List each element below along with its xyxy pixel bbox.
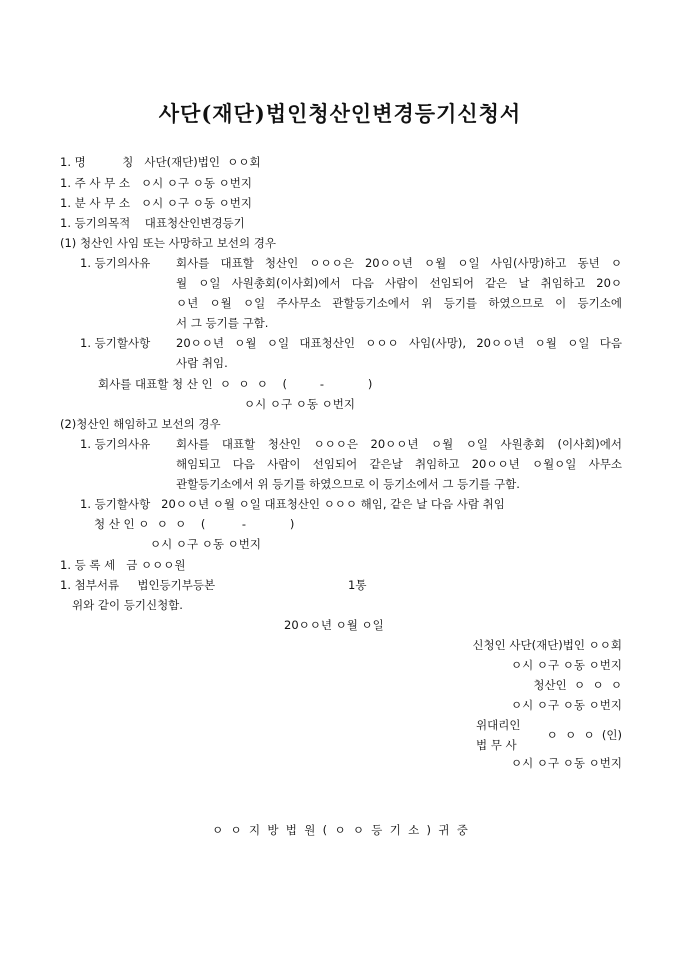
section2-reason-line: 회사를 대표할 청산인 ㅇㅇㅇ은 20ㅇㅇ년 ㅇ월 ㅇ일 사원총회 (이사회)에서 (176, 437, 622, 451)
section1-reason-line: ㅇ년 ㅇ월 ㅇ일 주사무소 관할등기소에서 위 등기를 하였으므로 이 등기소에 (176, 296, 622, 310)
item-main-office: 1. 주 사 무 소 ㅇ시 ㅇ구 ㅇ동 ㅇ번지 (60, 176, 252, 190)
section2-matter-line: 1. 등기할사항 20ㅇㅇ년 ㅇ월 ㅇ일 대표청산인 ㅇㅇㅇ 해임, 같은 날 다음 사람 취임 (80, 497, 505, 511)
closing-statement: 위와 같이 등기신청함. (72, 598, 183, 612)
section1-heading: (1) 청산인 사임 또는 사망하고 보선의 경우 (60, 236, 276, 250)
section1-rep-address: ㅇ시 ㅇ구 ㅇ동 ㅇ번지 (244, 397, 355, 411)
application-date: 20ㅇㅇ년 ㅇ월 ㅇ일 (284, 618, 384, 632)
agent-name: ㅇ ㅇ ㅇ (인) (546, 728, 622, 742)
section1-matter-line: 사람 취임. (176, 356, 228, 370)
section2-liquidator-line: 청 산 인 ㅇ ㅇ ㅇ ( - ) (94, 517, 295, 531)
section1-reason-line: 서 그 등기를 구함. (176, 316, 269, 330)
section1-matter-label: 1. 등기할사항 (80, 336, 151, 350)
agent-address: ㅇ시 ㅇ구 ㅇ동 ㅇ번지 (511, 756, 622, 770)
section2-heading: (2)청산인 해임하고 보선의 경우 (60, 417, 221, 431)
applicant-liquidator-address: ㅇ시 ㅇ구 ㅇ동 ㅇ번지 (511, 698, 622, 712)
page-title: 사단(재단)법인청산인변경등기신청서 (158, 101, 522, 126)
agent-title: 법 무 사 (476, 738, 517, 752)
item-branch-office: 1. 분 사 무 소 ㅇ시 ㅇ구 ㅇ동 ㅇ번지 (60, 196, 252, 210)
agent-label: 위대리인 (476, 718, 521, 732)
section1-reason-line: 월 ㅇ일 사원총회(이사회)에서 다음 사람이 선임되어 같은 날 취임하고 20ㅇ (176, 276, 622, 290)
section1-rep-line: 회사를 대표할 청 산 인 ㅇ ㅇ ㅇ ( - ) (98, 377, 373, 391)
registration-tax: 1. 등 록 세 금 ㅇㅇㅇ원 (60, 558, 186, 572)
section2-liquidator-address: ㅇ시 ㅇ구 ㅇ동 ㅇ번지 (150, 537, 261, 551)
section2-reason-line: 해임되고 다음 사람이 선임되어 같은날 취임하고 20ㅇㅇ년 ㅇ월ㅇ일 사무소 (176, 457, 622, 471)
court-addressee: ㅇ ㅇ 지 방 법 원 ( ㅇ ㅇ 등 기 소 ) 귀 중 (212, 823, 468, 837)
section2-reason-line: 관할등기소에서 위 등기를 하였으므로 이 등기소에서 그 등기를 구함. (176, 477, 520, 491)
attachments-label: 1. 첨부서류 법인등기부등본 (60, 578, 216, 592)
section1-reason-line: 회사를 대표할 청산인 ㅇㅇㅇ은 20ㅇㅇ년 ㅇ월 ㅇ일 사임(사망)하고 동년 ㅇ (176, 256, 622, 270)
applicant-line: 신청인 사단(재단)법인 ㅇㅇ회 (472, 638, 622, 652)
item-purpose: 1. 등기의목적 대표청산인변경등기 (60, 216, 245, 230)
applicant-address: ㅇ시 ㅇ구 ㅇ동 ㅇ번지 (511, 658, 622, 672)
attachments-count: 1통 (348, 578, 367, 592)
item-name: 1. 명 칭 사단(재단)법인 ㅇㅇ회 (60, 155, 261, 169)
section2-reason-label: 1. 등기의사유 (80, 437, 151, 451)
section1-reason-label: 1. 등기의사유 (80, 256, 151, 270)
applicant-liquidator: 청산인 ㅇ ㅇ ㅇ (533, 678, 622, 692)
section1-matter-line: 20ㅇㅇ년 ㅇ월 ㅇ일 대표청산인 ㅇㅇㅇ 사임(사망), 20ㅇㅇ년 ㅇ월 ㅇ일 다음 (176, 336, 622, 350)
